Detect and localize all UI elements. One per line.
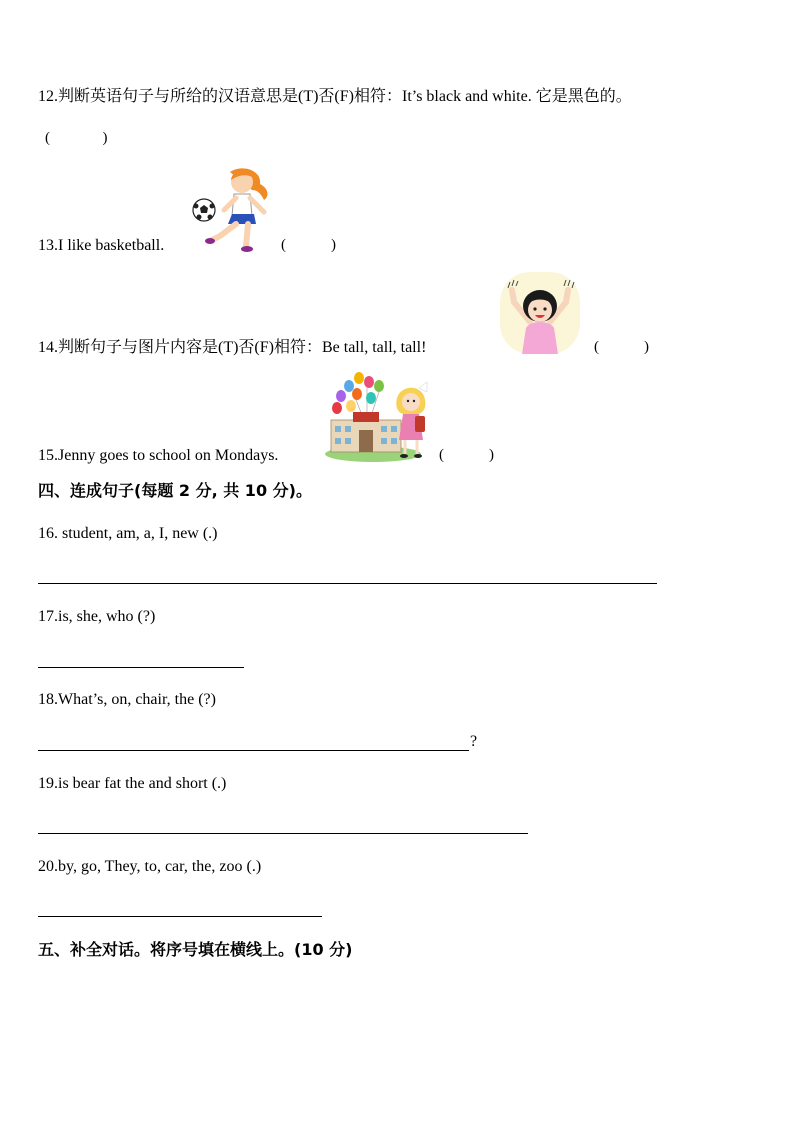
question-15-answer-blank[interactable]: ( ) — [439, 447, 494, 463]
question-16-answer-line[interactable] — [38, 583, 657, 584]
question-18-text: 18.What’s, on, chair, the (?) — [38, 691, 216, 708]
question-15-text: 15.Jenny goes to school on Mondays. — [38, 447, 279, 464]
question-13-text: 13.I like basketball. — [38, 237, 165, 254]
question-13-answer-blank[interactable]: ( ) — [281, 237, 336, 253]
question-17-answer-line[interactable] — [38, 667, 244, 668]
question-14-answer-blank[interactable]: ( ) — [594, 339, 649, 355]
section-4-heading: 四、连成句子(每题 2 分, 共 10 分)。 — [38, 481, 312, 500]
question-19-answer-line[interactable] — [38, 833, 528, 834]
girl-arms-raised-picture — [500, 272, 580, 354]
question-20-answer-line[interactable] — [38, 916, 322, 917]
question-20-text: 20.by, go, They, to, car, the, zoo (.) — [38, 858, 262, 875]
question-14-text: 14.判断句子与图片内容是(T)否(F)相符：Be tall, tall, tall! — [38, 339, 427, 356]
question-18-answer-line[interactable] — [38, 750, 469, 751]
question-19-text: 19.is bear fat the and short (.) — [38, 775, 227, 792]
girl-kicking-soccer-ball-picture — [190, 166, 272, 254]
question-16-text: 16. student, am, a, I, new (.) — [38, 525, 218, 542]
question-12-answer-blank[interactable]: ( ) — [45, 130, 108, 146]
section-5-heading: 五、补全对话。将序号填在横线上。(10 分) — [38, 940, 353, 959]
girl-balloons-school-picture — [323, 370, 433, 464]
question-17-text: 17.is, she, who (?) — [38, 608, 156, 625]
question-18-suffix: ? — [470, 733, 478, 750]
question-12-text: 12.判断英语句子与所给的汉语意思是(T)否(F)相符：It’s black and white. 它是黑色的。 — [38, 88, 632, 105]
